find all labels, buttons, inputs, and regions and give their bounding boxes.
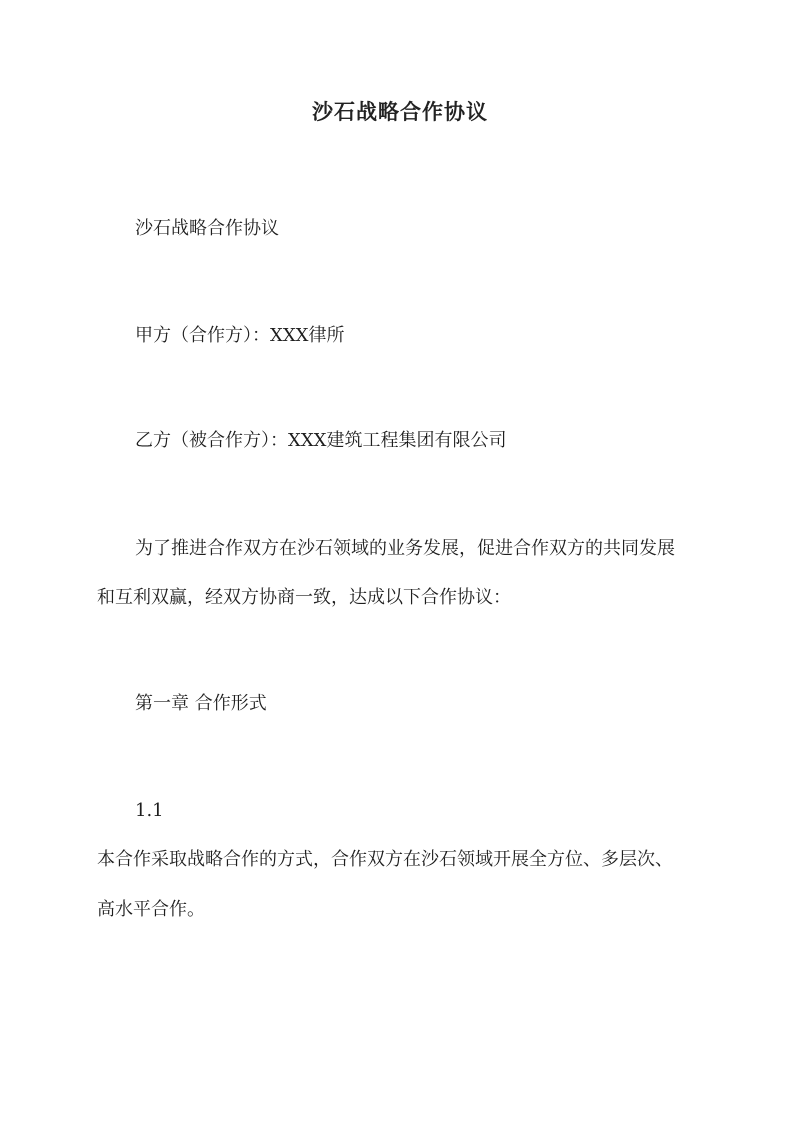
party-a-paragraph: 甲方（合作方）：XXX律所	[135, 325, 345, 346]
intro-paragraph-line-1: 为了推进合作双方在沙石领域的业务发展，促进合作双方的共同发展	[135, 538, 675, 559]
clause-paragraph-line-2: 高水平合作。	[97, 899, 205, 920]
intro-paragraph-line-2: 和互利双赢，经双方协商一致，达成以下合作协议：	[97, 587, 511, 608]
party-b-paragraph: 乙方（被合作方）：XXX建筑工程集团有限公司	[135, 430, 507, 451]
clause-paragraph-line-1: 本合作采取战略合作的方式，合作双方在沙石领域开展全方位、多层次、	[97, 849, 673, 870]
subtitle-paragraph: 沙石战略合作协议	[135, 218, 279, 239]
document-title: 沙石战略合作协议	[312, 99, 488, 124]
clause-number: 1.1	[135, 800, 164, 821]
chapter-heading: 第一章 合作形式	[135, 693, 267, 714]
